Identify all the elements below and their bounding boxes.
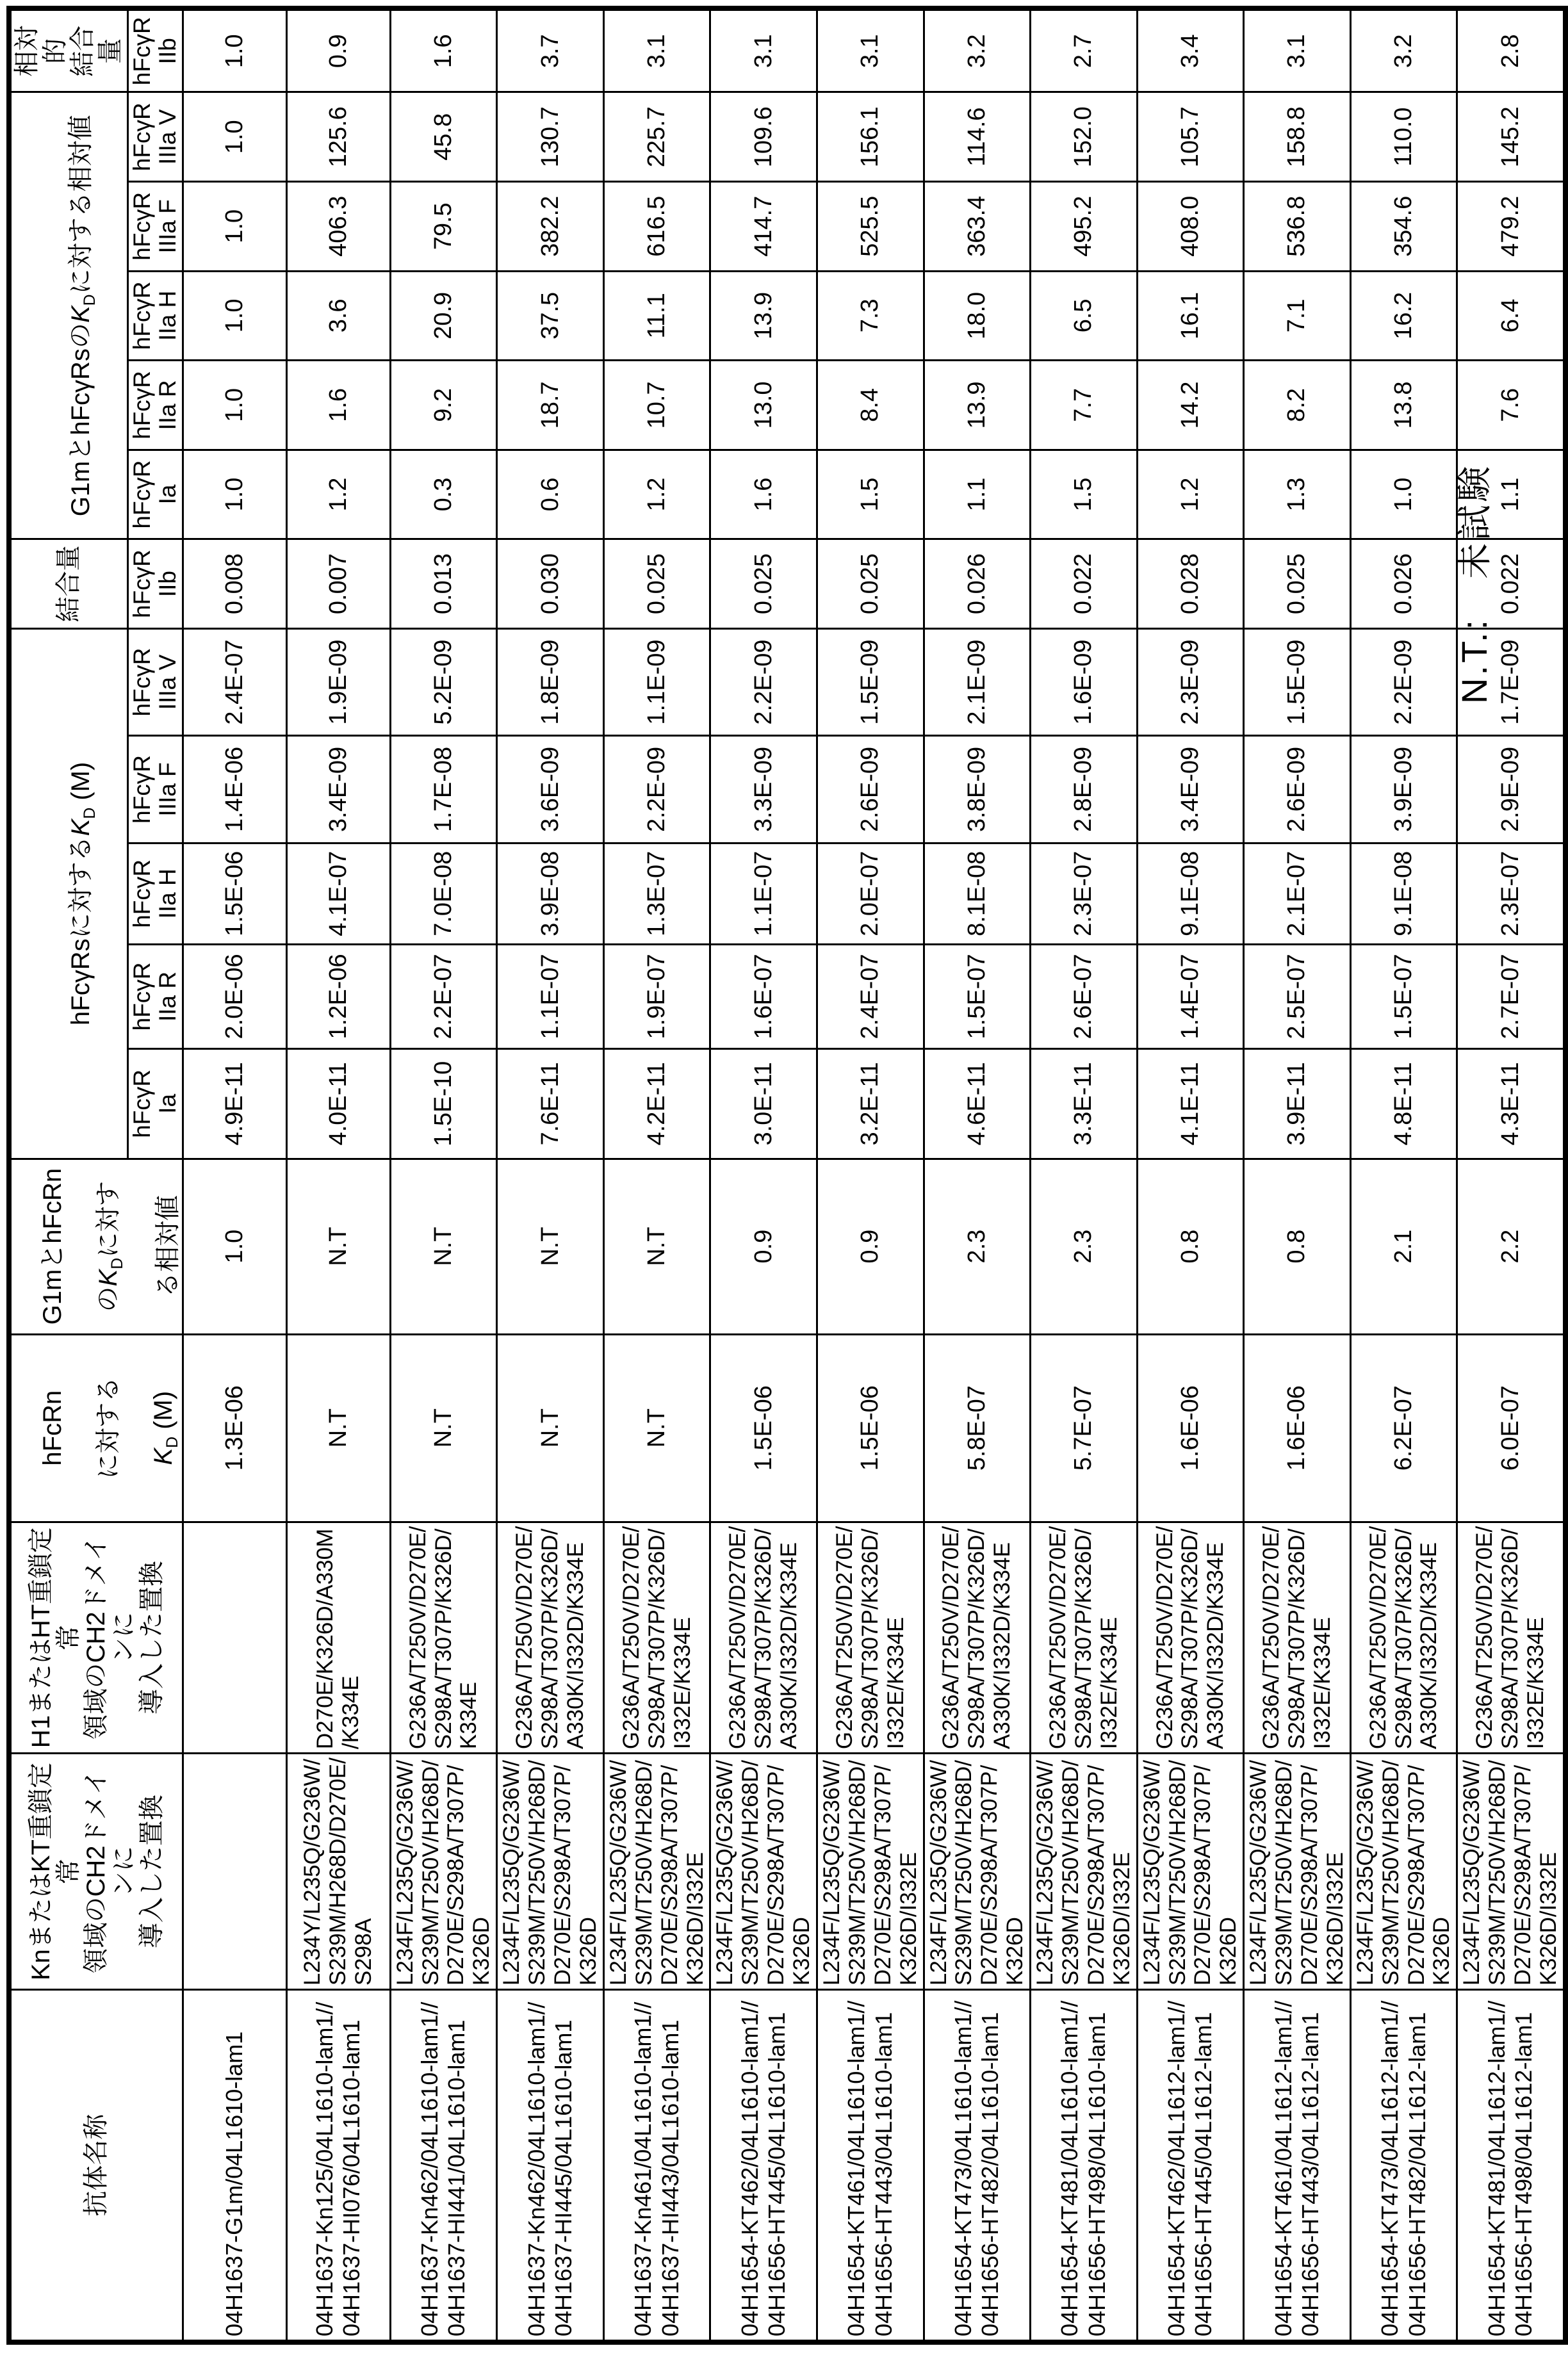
- cell-antibody-name: 04H1637-Kn461/04L1610-lam1// 04H1637-HI443/04L1610-lam1: [603, 1990, 710, 2342]
- cell-kd-ia: 4.2E-11: [603, 1048, 710, 1159]
- cell-rel-iia-h: 20.9: [390, 271, 497, 361]
- cell-antibody-name: 04H1654-KT461/04L1612-lam1// 04H1656-HT443/04L1612-lam1: [1244, 1990, 1351, 2342]
- cell-kd-iia-r: 1.1E-07: [497, 945, 604, 1049]
- cell-antibody-name: 04H1654-KT473/04L1610-lam1// 04H1656-HT482/04L1610-lam1: [924, 1990, 1031, 2342]
- cell-hfcrn-relative: N.T: [603, 1159, 710, 1334]
- cell-rel-iia-h: 1.0: [183, 271, 286, 361]
- cell-kd-iiia-f: 1.7E-08: [390, 736, 497, 843]
- cell-hfcrn-kd: 1.5E-06: [710, 1334, 817, 1522]
- cell-rel-iiia-f: 525.5: [817, 182, 924, 272]
- cell-relamt-iib: 3.1: [603, 8, 710, 92]
- cell-h1-substitutions: D270E/K326D/A330M /K334E: [286, 1522, 390, 1753]
- group-header-binding-amount: 結合量: [9, 539, 127, 629]
- cell-rel-iia-r: 1.6: [286, 361, 390, 450]
- cell-kd-iia-h: 1.5E-06: [183, 843, 286, 944]
- cell-rel-iiia-v: 125.6: [286, 92, 390, 182]
- cell-amount-iib: 0.026: [1350, 539, 1457, 629]
- cell-hfcrn-kd: N.T: [390, 1334, 497, 1522]
- cell-hfcrn-kd: N.T: [497, 1334, 604, 1522]
- cell-kd-ia: 4.3E-11: [1457, 1048, 1565, 1159]
- cell-kd-iiia-f: 3.4E-09: [286, 736, 390, 843]
- table-row: [1350, 8, 1457, 2342]
- cell-hfcrn-kd: 5.8E-07: [924, 1334, 1031, 1522]
- cell-kn-substitutions: L234F/L235Q/G236W/ S239M/T250V/H268D/ D270E/S298A/T307P/ K326D/I332E: [1244, 1754, 1351, 1990]
- cell-rel-iia-h: 7.3: [817, 271, 924, 361]
- col-header-rel-hfcgr-iiia-v: hFcγR IIIa V: [127, 92, 183, 182]
- cell-rel-iia-r: 10.7: [603, 361, 710, 450]
- col-header-kd-hfcgr-iia-r: hFcγR IIa R: [127, 945, 183, 1049]
- cell-relamt-iib: 3.1: [1244, 8, 1351, 92]
- cell-kd-iiia-v: 2.3E-09: [1137, 628, 1244, 735]
- cell-hfcrn-relative: 2.1: [1350, 1159, 1457, 1334]
- cell-rel-iia-h: 18.0: [924, 271, 1031, 361]
- cell-h1-substitutions: G236A/T250V/D270E/ S298A/T307P/K326D/ I332E/K334E: [603, 1522, 710, 1753]
- cell-kd-iiia-v: 2.1E-09: [924, 628, 1031, 735]
- cell-h1-substitutions: G236A/T250V/D270E/ S298A/T307P/K326D/ I332E/K334E: [1457, 1522, 1565, 1753]
- col-header-kd-hfcgr-iiia-f: hFcγR IIIa F: [127, 736, 183, 843]
- cell-relamt-iib: 3.2: [1350, 8, 1457, 92]
- cell-amount-iib: 0.025: [817, 539, 924, 629]
- cell-rel-iia-r: 7.6: [1457, 361, 1565, 450]
- cell-amount-iib: 0.028: [1137, 539, 1244, 629]
- cell-rel-ia: 1.2: [286, 450, 390, 539]
- cell-kd-iia-r: 1.5E-07: [1350, 945, 1457, 1049]
- table-row: [390, 8, 497, 2342]
- cell-relamt-iib: 1.6: [390, 8, 497, 92]
- cell-amount-iib: 0.025: [710, 539, 817, 629]
- cell-relamt-iib: 2.8: [1457, 8, 1565, 92]
- cell-rel-iiia-f: 382.2: [497, 182, 604, 272]
- col-header-rel-hfcgr-iia-r: hFcγR IIa R: [127, 361, 183, 450]
- cell-rel-iiia-f: 414.7: [710, 182, 817, 272]
- cell-kd-iia-r: 2.0E-06: [183, 945, 286, 1049]
- cell-rel-iia-r: 13.8: [1350, 361, 1457, 450]
- cell-kn-substitutions: L234F/L235Q/G236W/ S239M/T250V/H268D/ D270E/S298A/T307P/ K326D: [924, 1754, 1031, 1990]
- cell-kd-ia: 3.9E-11: [1244, 1048, 1351, 1159]
- cell-kn-substitutions: L234F/L235Q/G236W/ S239M/T250V/H268D/ D270E/S298A/T307P/ K326D/I332E: [1031, 1754, 1138, 1990]
- cell-kd-iia-h: 3.9E-08: [497, 843, 604, 944]
- cell-relamt-iib: 3.4: [1137, 8, 1244, 92]
- cell-amount-iib: 0.007: [286, 539, 390, 629]
- cell-amount-iib: 0.022: [1457, 539, 1565, 629]
- cell-kd-iia-h: 1.3E-07: [603, 843, 710, 944]
- cell-kd-iiia-v: 1.1E-09: [603, 628, 710, 735]
- cell-rel-iia-r: 7.7: [1031, 361, 1138, 450]
- cell-kd-iia-h: 1.1E-07: [710, 843, 817, 944]
- cell-kd-iia-r: 1.5E-07: [924, 945, 1031, 1049]
- col-header-rel-hfcgr-ia: hFcγR Ia: [127, 450, 183, 539]
- table-row: [1457, 8, 1565, 2342]
- group-header-hfcgr-relative: G1mとhFcγRsの$K_D$に対する相対値: [9, 92, 127, 539]
- cell-h1-substitutions: G236A/T250V/D270E/ S298A/T307P/K326D/ A330K/I332D/K334E: [924, 1522, 1031, 1753]
- cell-rel-ia: 1.5: [1031, 450, 1138, 539]
- cell-kd-iia-r: 1.4E-07: [1137, 945, 1244, 1049]
- cell-hfcrn-relative: 0.8: [1244, 1159, 1351, 1334]
- cell-kd-iiia-f: 1.4E-06: [183, 736, 286, 843]
- cell-kd-iiia-v: 2.4E-07: [183, 628, 286, 735]
- cell-kd-iiia-f: 3.6E-09: [497, 736, 604, 843]
- cell-hfcrn-kd: N.T: [603, 1334, 710, 1522]
- cell-h1-substitutions: G236A/T250V/D270E/ S298A/T307P/K326D/ A330K/I332D/K334E: [710, 1522, 817, 1753]
- cell-kd-iiia-v: 1.9E-09: [286, 628, 390, 735]
- cell-relamt-iib: 3.1: [817, 8, 924, 92]
- cell-hfcrn-relative: 2.2: [1457, 1159, 1565, 1334]
- cell-kd-iia-r: 2.5E-07: [1244, 945, 1351, 1049]
- cell-rel-iiia-v: 225.7: [603, 92, 710, 182]
- cell-kd-iia-h: 4.1E-07: [286, 843, 390, 944]
- group-header-hfcgr-kd: hFcγRsに対する$K_D$ (M): [9, 628, 127, 1159]
- cell-hfcrn-kd: 1.3E-06: [183, 1334, 286, 1522]
- cell-h1-substitutions: G236A/T250V/D270E/ S298A/T307P/K326D/ K334E: [390, 1522, 497, 1753]
- cell-rel-ia: 1.2: [1137, 450, 1244, 539]
- cell-rel-iiia-f: 1.0: [183, 182, 286, 272]
- cell-rel-iiia-v: 114.6: [924, 92, 1031, 182]
- cell-rel-iiia-f: 616.5: [603, 182, 710, 272]
- cell-amount-iib: 0.025: [603, 539, 710, 629]
- cell-kd-ia: 3.3E-11: [1031, 1048, 1138, 1159]
- cell-rel-iia-h: 6.4: [1457, 271, 1565, 361]
- cell-rel-iiia-v: 152.0: [1031, 92, 1138, 182]
- cell-hfcrn-relative: N.T: [390, 1159, 497, 1334]
- cell-h1-substitutions: [183, 1522, 286, 1753]
- cell-antibody-name: 04H1637-Kn462/04L1610-lam1// 04H1637-HI445/04L1610-lam1: [497, 1990, 604, 2342]
- cell-antibody-name: 04H1637-G1m/04L1610-lam1: [183, 1990, 286, 2342]
- cell-kd-iiia-f: 2.2E-09: [603, 736, 710, 843]
- cell-rel-ia: 1.2: [603, 450, 710, 539]
- cell-kd-ia: 4.8E-11: [1350, 1048, 1457, 1159]
- cell-antibody-name: 04H1637-Kn462/04L1610-lam1// 04H1637-HI441/04L1610-lam1: [390, 1990, 497, 2342]
- cell-rel-ia: 1.0: [183, 450, 286, 539]
- cell-rel-ia: 1.0: [1350, 450, 1457, 539]
- col-header-rel-hfcgr-iiia-f: hFcγR IIIa F: [127, 182, 183, 272]
- cell-kd-iiia-f: 2.6E-09: [817, 736, 924, 843]
- col-header-kd-hfcgr-ia: hFcγR Ia: [127, 1048, 183, 1159]
- cell-rel-iiia-v: 130.7: [497, 92, 604, 182]
- cell-kd-iia-h: 2.3E-07: [1031, 843, 1138, 944]
- table-header: [9, 8, 183, 2342]
- col-header-antibody-name: 抗体名称: [9, 1990, 183, 2342]
- cell-kd-iia-r: 1.6E-07: [710, 945, 817, 1049]
- cell-kn-substitutions: [183, 1754, 286, 1990]
- table-row: [817, 8, 924, 2342]
- cell-hfcrn-kd: 6.2E-07: [1350, 1334, 1457, 1522]
- cell-kd-iiia-f: 3.4E-09: [1137, 736, 1244, 843]
- cell-rel-iiia-f: 363.4: [924, 182, 1031, 272]
- cell-rel-iia-h: 37.5: [497, 271, 604, 361]
- cell-rel-iia-h: 3.6: [286, 271, 390, 361]
- cell-rel-ia: 1.1: [1457, 450, 1565, 539]
- cell-kd-iiia-v: 2.2E-09: [1350, 628, 1457, 735]
- table-row: [497, 8, 604, 2342]
- cell-kd-iiia-f: 2.8E-09: [1031, 736, 1138, 843]
- rotated-table-stage: [0, 6, 1561, 2350]
- cell-kd-iia-h: 2.3E-07: [1457, 843, 1565, 944]
- cell-kd-ia: 4.9E-11: [183, 1048, 286, 1159]
- cell-kd-iia-r: 1.2E-06: [286, 945, 390, 1049]
- cell-rel-ia: 1.1: [924, 450, 1031, 539]
- cell-kd-iiia-v: 1.7E-09: [1457, 628, 1565, 735]
- table-row: [183, 8, 286, 2342]
- cell-hfcrn-relative: 0.9: [817, 1159, 924, 1334]
- cell-antibody-name: 04H1654-KT462/04L1612-lam1// 04H1656-HT445/04L1612-lam1: [1137, 1990, 1244, 2342]
- cell-kd-iiia-f: 2.6E-09: [1244, 736, 1351, 843]
- col-header-hfcrn-relative: G1mとhFcRn の$K_D$に対す る相対値: [9, 1159, 183, 1334]
- cell-rel-iiia-v: 156.1: [817, 92, 924, 182]
- cell-hfcrn-kd: 1.6E-06: [1137, 1334, 1244, 1522]
- cell-relamt-iib: 1.0: [183, 8, 286, 92]
- cell-kd-ia: 4.6E-11: [924, 1048, 1031, 1159]
- cell-relamt-iib: 2.7: [1031, 8, 1138, 92]
- table-row: [286, 8, 390, 2342]
- cell-rel-iiia-v: 158.8: [1244, 92, 1351, 182]
- cell-rel-iia-r: 8.4: [817, 361, 924, 450]
- table-row: [1031, 8, 1138, 2342]
- cell-hfcrn-kd: 6.0E-07: [1457, 1334, 1565, 1522]
- cell-rel-iia-h: 16.2: [1350, 271, 1457, 361]
- cell-kd-iiia-v: 1.6E-09: [1031, 628, 1138, 735]
- col-header-hfcrn-kd: hFcRn に対する $K_D$ (M): [9, 1334, 183, 1522]
- cell-kd-iia-h: 9.1E-08: [1137, 843, 1244, 944]
- cell-hfcrn-kd: 5.7E-07: [1031, 1334, 1138, 1522]
- cell-kd-ia: 3.0E-11: [710, 1048, 817, 1159]
- cell-kd-iia-r: 2.7E-07: [1457, 945, 1565, 1049]
- cell-rel-iia-h: 7.1: [1244, 271, 1351, 361]
- cell-rel-iiia-f: 406.3: [286, 182, 390, 272]
- cell-rel-iia-h: 16.1: [1137, 271, 1244, 361]
- cell-kd-iiia-v: 5.2E-09: [390, 628, 497, 735]
- cell-amount-iib: 0.013: [390, 539, 497, 629]
- cell-rel-iia-r: 14.2: [1137, 361, 1244, 450]
- cell-rel-iiia-f: 495.2: [1031, 182, 1138, 272]
- cell-kd-ia: 4.1E-11: [1137, 1048, 1244, 1159]
- cell-amount-iib: 0.026: [924, 539, 1031, 629]
- cell-rel-iia-r: 9.2: [390, 361, 497, 450]
- cell-rel-iia-h: 11.1: [603, 271, 710, 361]
- cell-rel-iiia-v: 1.0: [183, 92, 286, 182]
- cell-amount-iib: 0.025: [1244, 539, 1351, 629]
- cell-kd-iia-r: 2.4E-07: [817, 945, 924, 1049]
- cell-h1-substitutions: G236A/T250V/D270E/ S298A/T307P/K326D/ A330K/I332D/K334E: [1350, 1522, 1457, 1753]
- cell-amount-iib: 0.022: [1031, 539, 1138, 629]
- cell-kd-iiia-f: 3.9E-09: [1350, 736, 1457, 843]
- cell-antibody-name: 04H1654-KT473/04L1612-lam1// 04H1656-HT482/04L1612-lam1: [1350, 1990, 1457, 2342]
- cell-relamt-iib: 3.7: [497, 8, 604, 92]
- cell-rel-ia: 1.3: [1244, 450, 1351, 539]
- table-row: [924, 8, 1031, 2342]
- cell-kd-ia: 7.6E-11: [497, 1048, 604, 1159]
- cell-rel-iiia-v: 45.8: [390, 92, 497, 182]
- cell-kd-iia-h: 2.0E-07: [817, 843, 924, 944]
- cell-rel-iia-r: 13.0: [710, 361, 817, 450]
- cell-rel-iiia-f: 354.6: [1350, 182, 1457, 272]
- cell-kd-ia: 1.5E-10: [390, 1048, 497, 1159]
- cell-kn-substitutions: L234F/L235Q/G236W/ S239M/T250V/H268D/ D270E/S298A/T307P/ K326D: [1350, 1754, 1457, 1990]
- table-row: [603, 8, 710, 2342]
- cell-hfcrn-relative: 0.9: [710, 1159, 817, 1334]
- cell-relamt-iib: 0.9: [286, 8, 390, 92]
- cell-kd-iiia-f: 3.3E-09: [710, 736, 817, 843]
- cell-antibody-name: 04H1654-KT461/04L1610-lam1// 04H1656-HT443/04L1610-lam1: [817, 1990, 924, 2342]
- col-header-kd-hfcgr-iia-h: hFcγR IIa H: [127, 843, 183, 944]
- cell-h1-substitutions: G236A/T250V/D270E/ S298A/T307P/K326D/ A330K/I332D/K334E: [1137, 1522, 1244, 1753]
- cell-hfcrn-kd: 1.5E-06: [817, 1334, 924, 1522]
- col-header-relamt-hfcgr-iib: hFcγR IIb: [127, 8, 183, 92]
- cell-kd-ia: 4.0E-11: [286, 1048, 390, 1159]
- cell-kd-iiia-v: 2.2E-09: [710, 628, 817, 735]
- cell-kn-substitutions: L234Y/L235Q/G236W/ S239M/H268D/D270E/ S298A: [286, 1754, 390, 1990]
- cell-kd-iiia-v: 1.8E-09: [497, 628, 604, 735]
- cell-rel-ia: 1.5: [817, 450, 924, 539]
- cell-kd-iia-h: 8.1E-08: [924, 843, 1031, 944]
- cell-kd-iia-h: 7.0E-08: [390, 843, 497, 944]
- cell-rel-iia-r: 18.7: [497, 361, 604, 450]
- cell-antibody-name: 04H1654-KT481/04L1612-lam1// 04H1656-HT498/04L1612-lam1: [1457, 1990, 1565, 2342]
- cell-amount-iib: 0.030: [497, 539, 604, 629]
- cell-kn-substitutions: L234F/L235Q/G236W/ S239M/T250V/H268D/ D270E/S298A/T307P/ K326D: [390, 1754, 497, 1990]
- cell-h1-substitutions: G236A/T250V/D270E/ S298A/T307P/K326D/ I332E/K334E: [1031, 1522, 1138, 1753]
- cell-rel-ia: 1.6: [710, 450, 817, 539]
- cell-kd-iia-r: 2.6E-07: [1031, 945, 1138, 1049]
- col-header-rel-hfcgr-iia-h: hFcγR IIa H: [127, 271, 183, 361]
- col-header-h1-substitutions: H1またはHT重鎖定常 領域のCH2ドメインに 導入した置換: [9, 1522, 183, 1753]
- cell-rel-iia-r: 1.0: [183, 361, 286, 450]
- cell-kd-iia-h: 2.1E-07: [1244, 843, 1351, 944]
- cell-hfcrn-relative: 1.0: [183, 1159, 286, 1334]
- cell-kn-substitutions: L234F/L235Q/G236W/ S239M/T250V/H268D/ D270E/S298A/T307P/ K326D/I332E: [817, 1754, 924, 1990]
- cell-antibody-name: 04H1654-KT462/04L1610-lam1// 04H1656-HT445/04L1610-lam1: [710, 1990, 817, 2342]
- cell-rel-iiia-v: 105.7: [1137, 92, 1244, 182]
- cell-rel-iiia-f: 79.5: [390, 182, 497, 272]
- col-header-amount-hfcgr-iib: hFcγR IIb: [127, 539, 183, 629]
- cell-kd-iiia-f: 2.9E-09: [1457, 736, 1565, 843]
- cell-rel-iia-h: 6.5: [1031, 271, 1138, 361]
- cell-antibody-name: 04H1637-Kn125/04L1610-lam1// 04H1637-HI076/04L1610-lam1: [286, 1990, 390, 2342]
- cell-rel-iiia-f: 408.0: [1137, 182, 1244, 272]
- cell-kd-iia-h: 9.1E-08: [1350, 843, 1457, 944]
- cell-kd-ia: 3.2E-11: [817, 1048, 924, 1159]
- cell-rel-iiia-v: 109.6: [710, 92, 817, 182]
- cell-kn-substitutions: L234F/L235Q/G236W/ S239M/T250V/H268D/ D270E/S298A/T307P/ K326D: [497, 1754, 604, 1990]
- cell-hfcrn-kd: 1.6E-06: [1244, 1334, 1351, 1522]
- cell-kn-substitutions: L234F/L235Q/G236W/ S239M/T250V/H268D/ D270E/S298A/T307P/ K326D: [1137, 1754, 1244, 1990]
- cell-rel-iia-r: 13.9: [924, 361, 1031, 450]
- cell-hfcrn-relative: N.T: [286, 1159, 390, 1334]
- cell-kd-iiia-f: 3.8E-09: [924, 736, 1031, 843]
- cell-hfcrn-kd: N.T: [286, 1334, 390, 1522]
- cell-rel-iiia-v: 110.0: [1350, 92, 1457, 182]
- col-header-kn-substitutions: KnまたはKT重鎖定常 領域のCH2ドメインに 導入した置換: [9, 1754, 183, 1990]
- cell-antibody-name: 04H1654-KT481/04L1610-lam1// 04H1656-HT498/04L1610-lam1: [1031, 1990, 1138, 2342]
- cell-kn-substitutions: L234F/L235Q/G236W/ S239M/T250V/H268D/ D270E/S298A/T307P/ K326D/I332E: [1457, 1754, 1565, 1990]
- cell-rel-iia-h: 13.9: [710, 271, 817, 361]
- cell-rel-ia: 0.6: [497, 450, 604, 539]
- group-header-relative-binding-amount: 相対的 結合量: [9, 8, 127, 92]
- cell-kd-iia-r: 2.2E-07: [390, 945, 497, 1049]
- cell-kd-iia-r: 1.9E-07: [603, 945, 710, 1049]
- table-body: [183, 8, 1565, 2342]
- cell-rel-ia: 0.3: [390, 450, 497, 539]
- binding-data-table: [6, 6, 1568, 2345]
- table-row: [1137, 8, 1244, 2342]
- cell-rel-iiia-f: 536.8: [1244, 182, 1351, 272]
- table-row: [1244, 8, 1351, 2342]
- cell-rel-iia-r: 8.2: [1244, 361, 1351, 450]
- cell-rel-iiia-f: 479.2: [1457, 182, 1565, 272]
- cell-relamt-iib: 3.1: [710, 8, 817, 92]
- cell-hfcrn-relative: 0.8: [1137, 1159, 1244, 1334]
- cell-kd-iiia-v: 1.5E-09: [817, 628, 924, 735]
- cell-hfcrn-relative: 2.3: [1031, 1159, 1138, 1334]
- col-header-kd-hfcgr-iiia-v: hFcγR IIIa V: [127, 628, 183, 735]
- cell-hfcrn-relative: 2.3: [924, 1159, 1031, 1334]
- cell-amount-iib: 0.008: [183, 539, 286, 629]
- cell-rel-iiia-v: 145.2: [1457, 92, 1565, 182]
- cell-relamt-iib: 3.2: [924, 8, 1031, 92]
- cell-hfcrn-relative: N.T: [497, 1159, 604, 1334]
- cell-kn-substitutions: L234F/L235Q/G236W/ S239M/T250V/H268D/ D270E/S298A/T307P/ K326D/I332E: [603, 1754, 710, 1990]
- table-row: [710, 8, 817, 2342]
- cell-h1-substitutions: G236A/T250V/D270E/ S298A/T307P/K326D/ I332E/K334E: [1244, 1522, 1351, 1753]
- footnote-not-tested: N.T.: 未試験: [1454, 463, 1494, 704]
- cell-kn-substitutions: L234F/L235Q/G236W/ S239M/T250V/H268D/ D270E/S298A/T307P/ K326D: [710, 1754, 817, 1990]
- cell-h1-substitutions: G236A/T250V/D270E/ S298A/T307P/K326D/ A330K/I332D/K334E: [497, 1522, 604, 1753]
- cell-kd-iiia-v: 1.5E-09: [1244, 628, 1351, 735]
- cell-h1-substitutions: G236A/T250V/D270E/ S298A/T307P/K326D/ I332E/K334E: [817, 1522, 924, 1753]
